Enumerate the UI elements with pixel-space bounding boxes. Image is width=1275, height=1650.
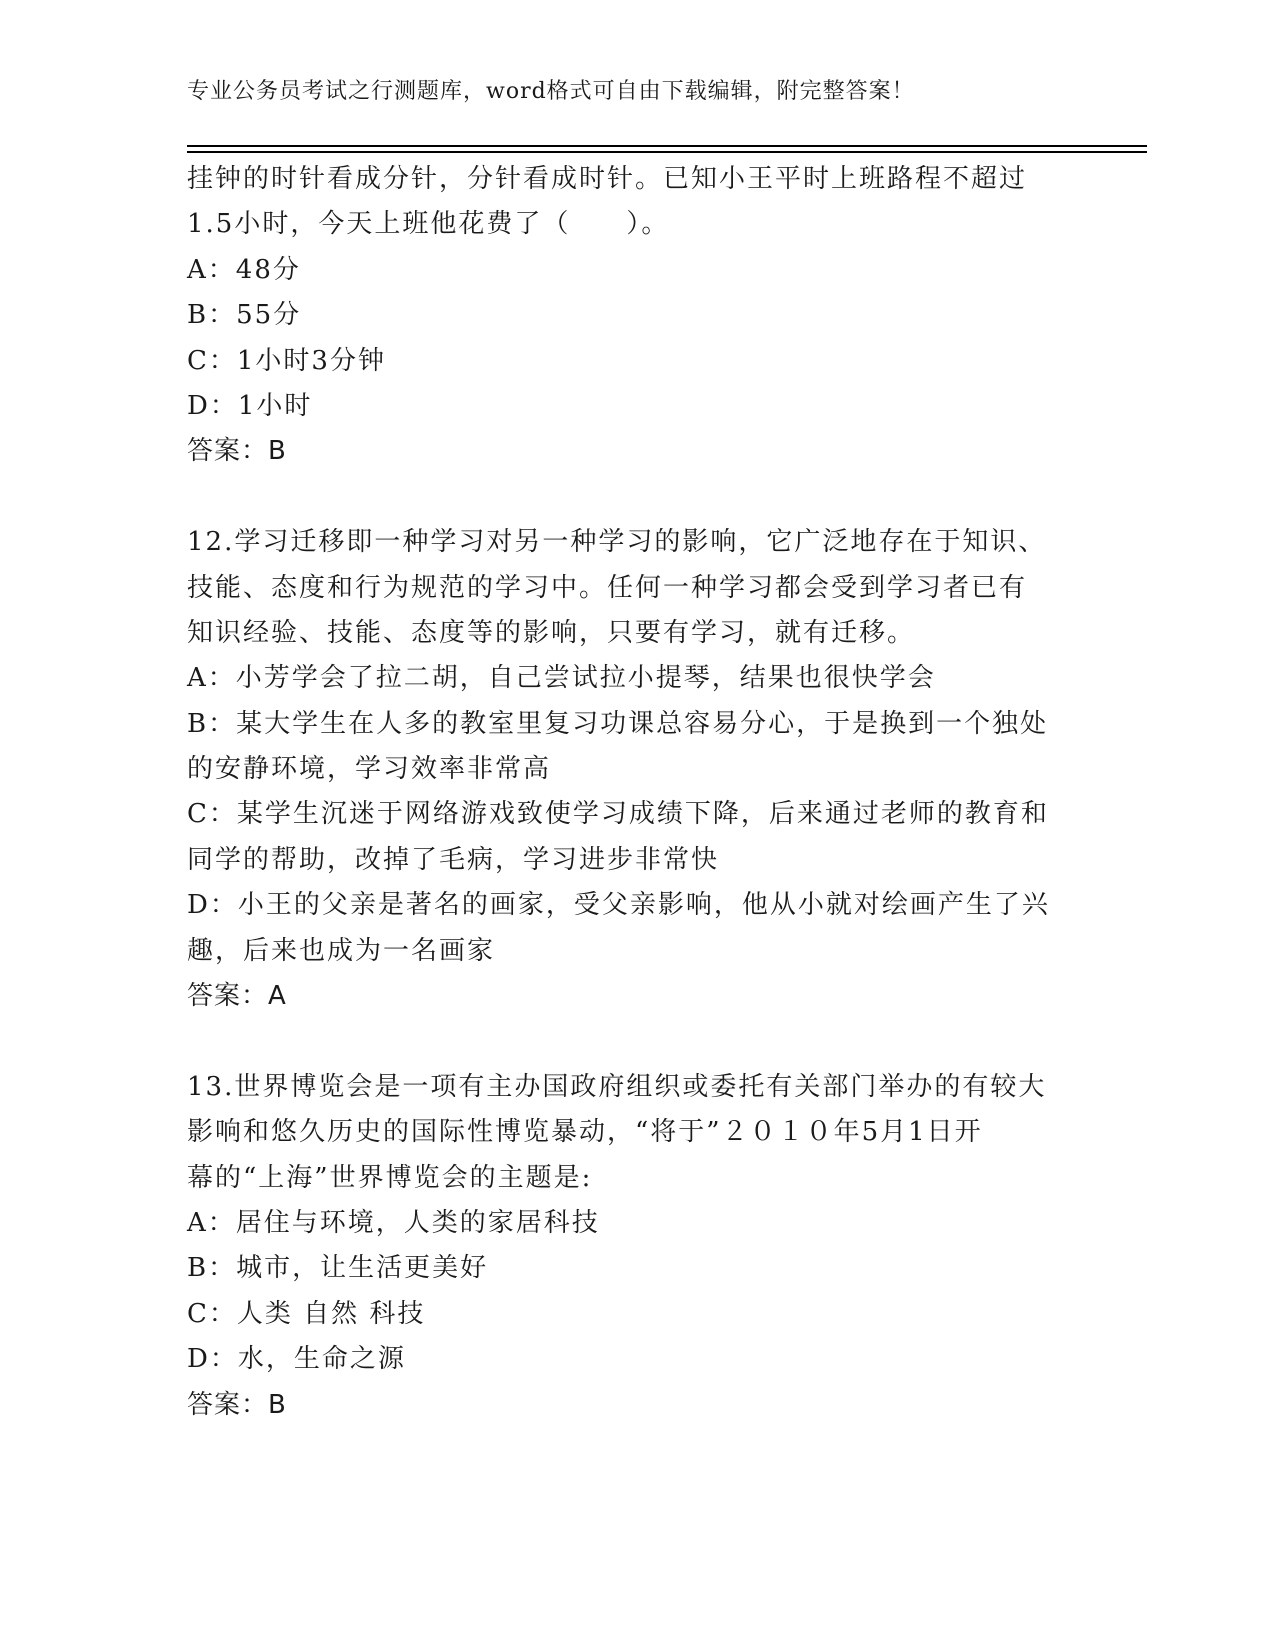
- question-12: [187, 520, 1067, 1019]
- document-body: [187, 157, 1067, 1428]
- option-d-continued: 趣，后来也成为一名画家: [187, 935, 496, 966]
- option-b-continued: 的安静环境，学习效率非常高: [187, 754, 552, 785]
- question-stem-line: 13.世界博览会是一项有主办国政府组织或委托有关部门举办的有较大: [187, 1071, 1047, 1102]
- question-stem-line: 影响和悠久历史的国际性博览暴动，“将于”２０１０年5月1日开: [187, 1117, 983, 1148]
- question-stem-line: 知识经验、技能、态度等的影响，只要有学习，就有迁移。: [187, 617, 916, 648]
- spacer: [187, 475, 1067, 520]
- question-stem-line: 1.5小时，今天上班他花费了（ ）。: [187, 209, 670, 240]
- option-c: C：某学生沉迷于网络游戏致使学习成绩下降，后来通过老师的教育和: [187, 799, 1049, 830]
- option-a: A：居住与环境，人类的家居科技: [187, 1207, 600, 1238]
- option-a: A：48分: [187, 254, 301, 285]
- option-d: D：小王的父亲是著名的画家，受父亲影响，他从小就对绘画产生了兴: [187, 890, 1050, 921]
- answer-line: 答案：B: [187, 1389, 287, 1420]
- header-rule-top: [187, 145, 1147, 147]
- spacer: [187, 1019, 1067, 1064]
- page-header: 专业公务员考试之行测题库，word格式可自由下载编辑，附完整答案！: [187, 79, 915, 104]
- question-13: [187, 1065, 1067, 1428]
- option-d: D：水，生命之源: [187, 1344, 406, 1375]
- answer-line: 答案：A: [187, 981, 287, 1012]
- option-b: B：55分: [187, 300, 302, 331]
- answer-line: 答案：B: [187, 436, 287, 467]
- option-a: A：小芳学会了拉二胡，自己尝试拉小提琴，结果也很快学会: [187, 663, 936, 694]
- question-stem-line: 技能、态度和行为规范的学习中。任何一种学习都会受到学习者已有: [187, 572, 1028, 603]
- option-c: C：人类 自然 科技: [187, 1298, 426, 1329]
- question-stem-line: 12.学习迁移即一种学习对另一种学习的影响，它广泛地存在于知识、: [187, 527, 1047, 558]
- option-c-continued: 同学的帮助，改掉了毛病，学习进步非常快: [187, 844, 720, 875]
- option-b: B：某大学生在人多的教室里复习功课总容易分心，于是换到一个独处: [187, 708, 1049, 739]
- option-d: D：1小时: [187, 390, 313, 421]
- question-stem-line: 挂钟的时针看成分针，分针看成时针。已知小王平时上班路程不超过: [187, 164, 1028, 194]
- question-11: [187, 157, 1067, 475]
- option-c: C：1小时3分钟: [187, 345, 386, 376]
- question-stem-line: 幕的“上海”世界博览会的主题是:: [187, 1162, 593, 1193]
- option-b: B：城市，让生活更美好: [187, 1253, 489, 1284]
- header-rule-bottom: [187, 151, 1147, 153]
